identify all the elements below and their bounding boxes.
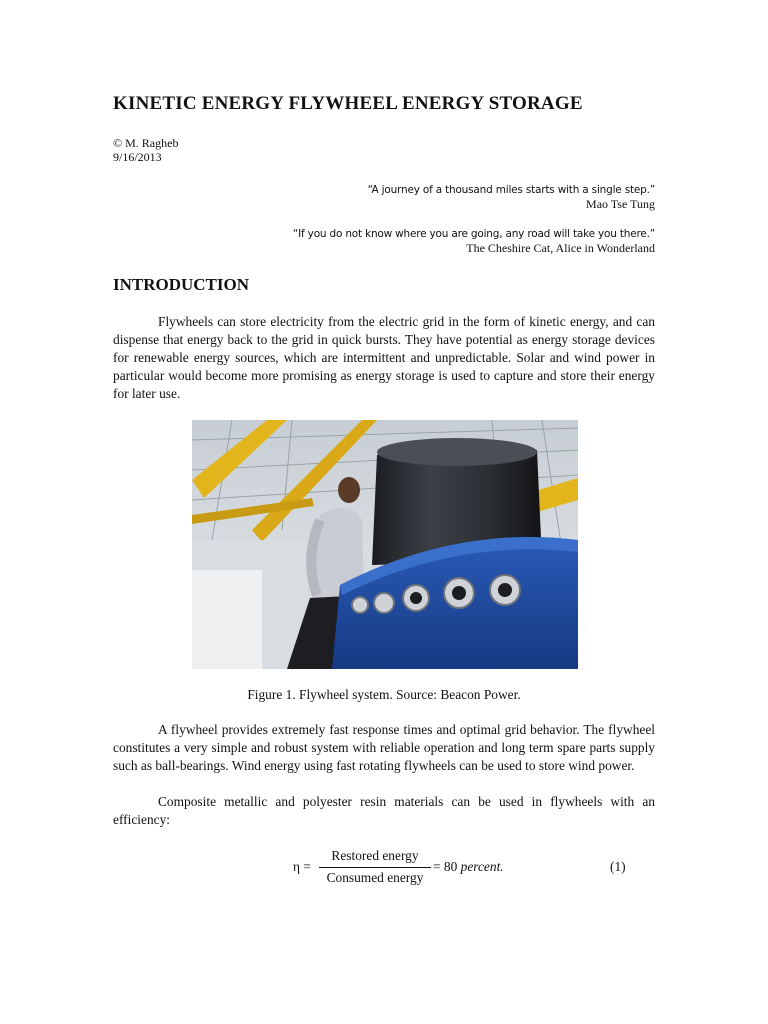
flywheel-photo xyxy=(192,420,578,669)
equation-denominator: Consumed energy xyxy=(326,870,424,885)
body-paragraph-3: Composite metallic and polyester resin materials can be used in flywheels with an efficiency: xyxy=(113,794,655,827)
section-heading-introduction: INTRODUCTION xyxy=(113,275,250,294)
equation-numerator: Restored energy xyxy=(331,848,419,863)
equation-fraction xyxy=(319,847,431,887)
epigraph-2 xyxy=(293,227,655,255)
epigraph-1-attribution: Mao Tse Tung xyxy=(586,197,655,211)
equation-rhs-unit: percent. xyxy=(460,859,504,874)
efficiency-equation xyxy=(0,847,768,891)
body-paragraph-2: A flywheel provides extremely fast response times and optimal grid behavior. The flywheel constitutes a very simple and robust system with reliable operation and long term spare parts supply such as ball-bearings. Wind energy using fast rotating flywheels can be used to store wind power. xyxy=(113,722,655,773)
epigraph-2-text: “If you do not know where you are going, any road will take you there.” xyxy=(292,228,655,240)
epigraph-1 xyxy=(368,183,655,211)
fraction-bar xyxy=(319,867,431,868)
equation-rhs-value: = 80 xyxy=(433,859,461,874)
equation-lhs: η = xyxy=(293,859,311,874)
epigraph-1-text: “A journey of a thousand miles starts with a single step.” xyxy=(367,184,655,196)
figure-caption: Figure 1. Flywheel system. Source: Beacon Power. xyxy=(247,687,521,702)
epigraph-2-attribution: The Cheshire Cat, Alice in Wonderland xyxy=(466,241,655,255)
intro-paragraph: Flywheels can store electricity from the electric grid in the form of kinetic energy, and can dispense that energy back to the grid in quick bursts. They have potential as energy storage devices for renewable energy sources, which are intermittent and unpredictable. Solar and wind power in particular would become more promising as energy storage is used to capture and store their energy for later use. xyxy=(113,314,655,401)
equation-number: (1) xyxy=(610,859,626,874)
date-line: 9/16/2013 xyxy=(113,150,162,164)
author-line: © M. Ragheb xyxy=(113,136,179,150)
equation-rhs xyxy=(433,859,504,875)
document-title: KINETIC ENERGY FLYWHEEL ENERGY STORAGE xyxy=(113,93,583,114)
